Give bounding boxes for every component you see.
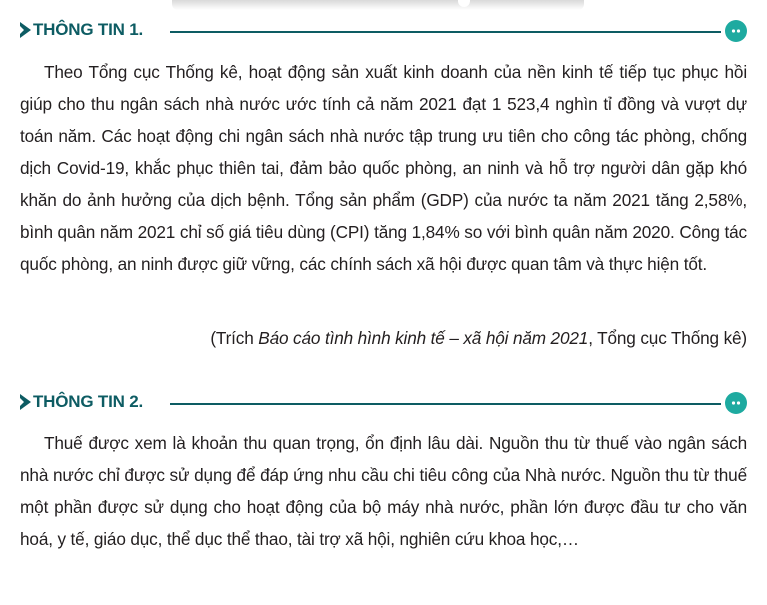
citation-suffix: , Tổng cục Thống kê) <box>588 328 747 348</box>
section-1-citation <box>20 322 747 354</box>
arrow-right-icon <box>20 22 31 38</box>
section-1-paragraph: Theo Tổng cục Thống kê, hoạt động sản xuất kinh doanh của nền kinh tế tiếp tục phục hồi giúp cho thu ngân sách nhà nước ước tính cả năm 2021 đạt 1 523,4 nghìn tỉ đồng và vượt dự toán năm. Các hoạt động chi ngân sách nhà nước tập trung ưu tiên cho công tác phòng, chống dịch Covid-19, khắc phục thiên tai, đảm bảo quốc phòng, an ninh và hỗ trợ người dân gặp khó khăn do ảnh hưởng của dịch bệnh. Tổng sản phẩm (GDP) của nước ta năm 2021 tăng 2,58%, bình quân năm 2021 chỉ số giá tiêu dùng (CPI) tăng 1,84% so với bình quân năm 2020. Công tác quốc phòng, an ninh được giữ vững, các chính sách xã hội được quan tâm và thực hiện tốt. <box>20 62 747 274</box>
heading-rule <box>170 31 721 33</box>
citation-source-title: Báo cáo tình hình kinh tế – xã hội năm 2021 <box>258 328 589 348</box>
page-fold-shadow <box>172 0 584 10</box>
section-2-paragraph: Thuế được xem là khoản thu quan trọng, ổn định lâu dài. Nguồn thu từ thuế vào ngân sách nhà nước chỉ được sử dụng để đáp ứng nhu cầu chi tiêu công của Nhà nước. Nguồn thu từ thuế một phần được sử dụng cho hoạt động của bộ máy nhà nước, phần lớn được đầu tư cho văn hoá, y tế, giáo dục, thể dục thể thao, tài trợ xã hội, nghiên cứu khoa học,… <box>20 433 747 549</box>
section-1-title: THÔNG TIN 1. <box>33 20 143 39</box>
section-2-title: THÔNG TIN 2. <box>33 392 143 411</box>
quote-icon <box>725 392 747 414</box>
citation-prefix: (Trích <box>210 328 259 348</box>
quote-icon <box>725 20 747 42</box>
section-2-heading <box>20 392 747 412</box>
arrow-right-icon <box>20 394 31 410</box>
section-1-heading <box>20 20 747 40</box>
heading-rule <box>170 403 721 405</box>
